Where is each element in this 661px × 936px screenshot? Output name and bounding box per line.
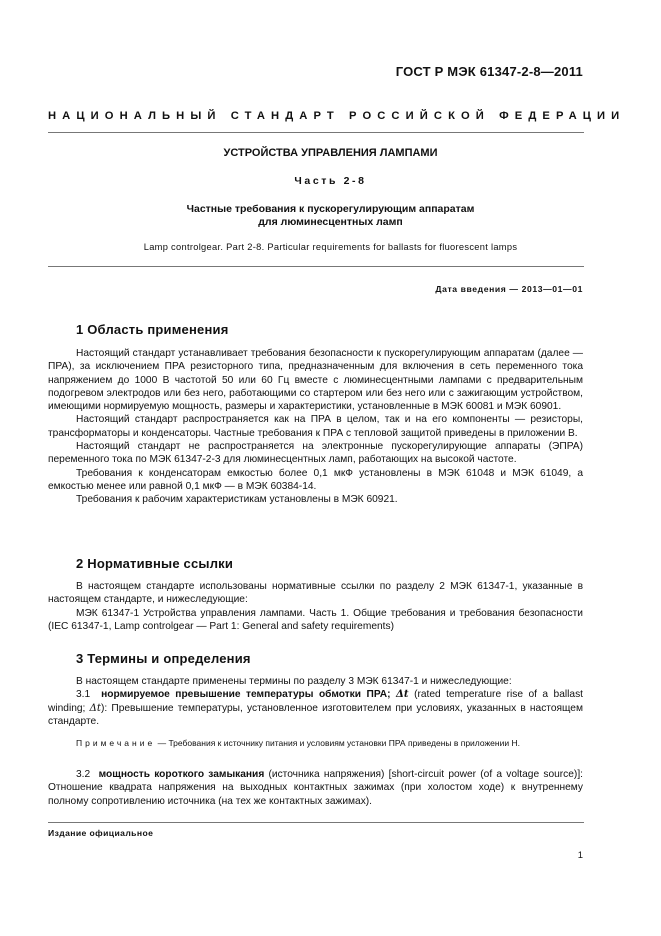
section-2-heading: 2 Нормативные ссылки (76, 556, 234, 571)
section-1-paragraph: Требования к конденсаторам емкостью более 0,1 мкФ установлены в МЭК 61048 и МЭК 61049, а емкостью менее или равной 0,1 мкФ — в МЭК 60384-14. (48, 467, 583, 492)
document-part: Часть 2-8 (294, 175, 367, 187)
term-3-1-english-symbol: Δt (89, 702, 101, 714)
section-1-paragraph: Требования к рабочим характеристикам установлены в МЭК 60921. (76, 494, 398, 506)
term-3-2-definition: (источника напряжения) [short-circuit power (of a voltage source)]: Отношение квадрата напряжения на выходных контактных зажимах (при холостом ходе) к внутреннему полному сопротивлению источника (на тех же контактных зажимах). (48, 769, 583, 807)
term-3-1-definition: Превышение температуры, установленное изготовителем при условиях, указанных в настоящем стандарте. (48, 702, 583, 727)
term-3-1 (48, 688, 583, 728)
term-3-2-block (48, 768, 583, 808)
national-standard-banner: НАЦИОНАЛЬНЫЙ СТАНДАРТ РОССИЙСКОЙ ФЕДЕРАЦИИ (48, 110, 626, 122)
english-title: Lamp controlgear. Part 2-8. Particular requirements for ballasts for fluorescent lamps (143, 242, 518, 252)
section-1-paragraph: Настоящий стандарт не распространяется на электронные пускорегулирующие аппараты (ЭПРА) переменного тока по МЭК 61347-2-3 для люминесцентных ламп, работающих на высокой частоте. (48, 441, 583, 466)
official-edition-label: Издание официальное (48, 828, 154, 838)
term-3-1-english-close: ): (101, 702, 108, 714)
section-2-paragraph: В настоящем стандарте использованы нормативные ссылки по разделу 2 МЭК 61347-1, указанные в настоящем стандарте, и нижеследующие: (48, 581, 583, 606)
page-number: 1 (577, 850, 583, 861)
section-3-heading: 3 Термины и определения (76, 651, 251, 666)
standard-code: ГОСТ Р МЭК 61347-2-8—2011 (395, 64, 583, 79)
note-label: Примечание (76, 738, 156, 748)
term-3-2-number: 3.2 (76, 769, 91, 780)
section-1-heading: 1 Область применения (76, 322, 229, 337)
term-3-1-symbol: Δt (395, 688, 409, 701)
subtitle-line-2: для люминесцентных ламп (258, 215, 403, 228)
document-subtitle (0, 203, 661, 228)
term-3-2-name: мощность короткого замыкания (98, 769, 265, 780)
note-text: — Требования к источнику питания и условиям установки ПРА приведены в приложении Н. (157, 738, 520, 748)
term-3-2 (48, 768, 583, 808)
note (48, 738, 583, 750)
section-1-body (48, 347, 583, 507)
section-1-paragraph: Настоящий стандарт распространяется как на ПРА в целом, так и на его компоненты — резисторы, трансформаторы и конденсаторы. Частные требования к ПРА с тепловой защитой приведены в приложении В. (48, 414, 583, 439)
section-2-paragraph: МЭК 61347-1 Устройства управления лампами. Часть 1. Общие требования и требования безопасности (IEC 61347-1, Lamp controlgear — Part 1: General and safety requirements) (48, 607, 583, 632)
section-3-paragraph: В настоящем стандарте применены термины по разделу 3 МЭК 61347-1 и нижеследующие: (76, 676, 512, 687)
document-title: УСТРОЙСТВА УПРАВЛЕНИЯ ЛАМПАМИ (223, 147, 438, 159)
term-3-1-name: нормируемое превышение температуры обмотки ПРА; (101, 689, 391, 701)
term-3-1-number: 3.1 (76, 689, 91, 701)
term-3-1-english: (rated temperature rise of a ballast winding; (48, 689, 584, 714)
header-divider (48, 132, 584, 133)
section-2-body (48, 580, 583, 633)
footer-divider (48, 822, 584, 823)
introduction-date: Дата введения — 2013—01—01 (435, 284, 583, 294)
subtitle-line-1: Частные требования к пускорегулирующим аппаратам (186, 203, 475, 215)
title-divider (48, 266, 584, 267)
section-3-body (48, 675, 583, 728)
section-1-paragraph: Настоящий стандарт устанавливает требования безопасности к пускорегулирующим аппаратам (далее — ПРА), за исключением ПРА резисторного типа, предназначенным для включения в сеть переменного тока напряжением до 1000 В частотой 50 или 60 Гц вместе с люминесцентными лампами с предварительным подогревом электродов или без него, работающими со стартером или без него или с зажигающим устройством, имеющими нормируемую мощность, размеры и характеристики, установленные в МЭК 60081 и МЭК 60901. (48, 348, 583, 413)
